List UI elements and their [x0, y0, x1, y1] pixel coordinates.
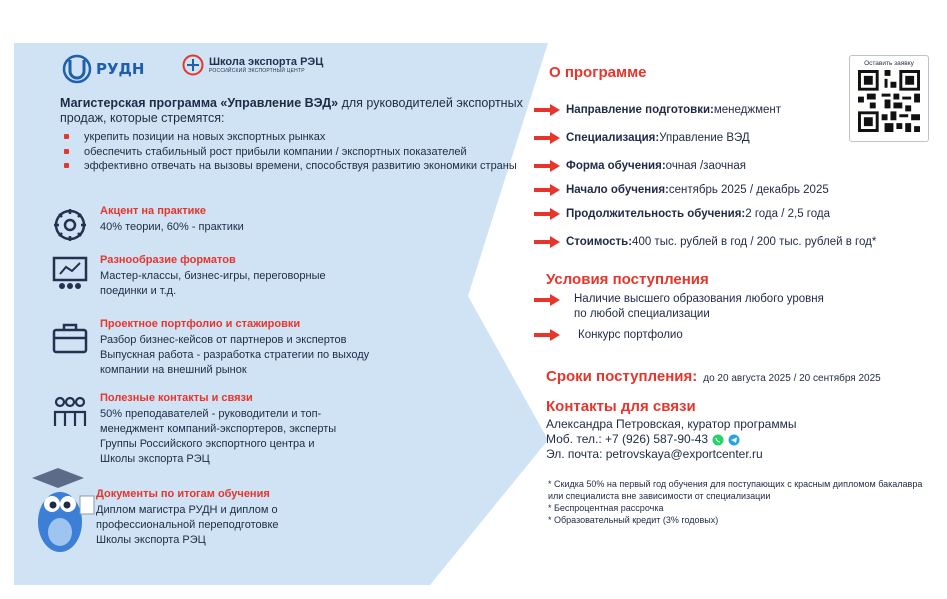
- arrow-right-icon: [534, 159, 560, 173]
- feature-line: компании на внешний рынок: [100, 364, 247, 376]
- intro-text: [60, 96, 530, 126]
- admission-item: [534, 292, 914, 322]
- qr-caption: Оставить заявку: [864, 60, 914, 67]
- about-value: Управление ВЭД: [659, 132, 750, 144]
- feature-title: Акцент на практике: [100, 205, 206, 217]
- school-logo-sub: РОССИЙСКИЙ ЭКСПОРТНЫЙ ЦЕНТР: [209, 68, 305, 74]
- feature-documents: [96, 488, 456, 548]
- arrow-right-icon: [534, 183, 560, 197]
- presentation-board-icon: [50, 254, 90, 294]
- deadlines: [546, 368, 881, 385]
- about-title: О программе: [549, 64, 647, 81]
- admission-title: Условия поступления: [546, 271, 709, 288]
- deadlines-value: до 20 августа 2025 / 20 сентября 2025: [703, 373, 881, 384]
- feature-line: Разбор бизнес-кейсов от партнеров и экспертов: [100, 334, 347, 346]
- feature-line: Диплом магистра РУДН и диплом о: [96, 504, 278, 516]
- whatsapp-icon[interactable]: [712, 434, 724, 446]
- about-row: [534, 202, 914, 226]
- feature-portfolio: [50, 318, 470, 378]
- admission-line: Конкурс портфолио: [578, 329, 683, 341]
- goal-item: эффективно отвечать на вызовы времени, способствуя развитию экономики страны: [62, 159, 532, 174]
- footnote: * Беспроцентная рассрочка: [548, 503, 664, 513]
- brain-gear-icon: [50, 205, 90, 245]
- admission-line: по любой специализации: [574, 308, 710, 320]
- feature-formats: [50, 254, 470, 299]
- briefcase-icon: [50, 318, 90, 358]
- feature-line: Мастер-классы, бизнес-игры, переговорные: [100, 270, 326, 282]
- contacts-block: [546, 417, 796, 462]
- school-logo-name: Школа экспорта РЭЦ: [209, 56, 324, 68]
- footnote: * Образовательный кредит (3% годовых): [548, 515, 719, 525]
- feature-line: Школы экспорта РЭЦ: [100, 453, 210, 465]
- school-logo: [182, 54, 323, 76]
- about-row: [534, 154, 914, 178]
- about-list: [534, 98, 914, 256]
- feature-line: Школы экспорта РЭЦ: [96, 534, 206, 546]
- about-row: [534, 178, 914, 202]
- feature-title: Проектное портфолио и стажировки: [100, 318, 301, 330]
- contact-person: Александра Петровская, куратор программы: [546, 417, 797, 431]
- feature-title: Документы по итогам обучения: [96, 488, 270, 500]
- footnotes: [548, 478, 928, 526]
- feature-line: менеджмент компаний-экспортеров, эксперты: [100, 423, 337, 435]
- feature-practice: [50, 205, 470, 245]
- program-subtitle: для руководителей экспортных продаж, которые стремятся:: [60, 96, 523, 125]
- arrow-right-icon: [534, 235, 560, 249]
- about-label: Продолжительность обучения:: [566, 208, 746, 220]
- deadlines-title: Сроки поступления:: [546, 368, 698, 385]
- admission-list: [534, 292, 914, 342]
- about-value: 400 тыс. рублей в год / 200 тыс. рублей в год*: [632, 236, 877, 248]
- about-row: [534, 125, 914, 151]
- about-value: сентябрь 2025 / декабрь 2025: [668, 184, 829, 196]
- rudn-logo-text: РУДН: [96, 60, 145, 78]
- goals-list: [62, 130, 532, 174]
- about-label: Направление подготовки:: [566, 104, 714, 116]
- arrow-right-icon: [534, 131, 560, 145]
- people-group-icon: [50, 392, 90, 432]
- contact-email[interactable]: Эл. почта: petrovskaya@exportcenter.ru: [546, 447, 763, 461]
- contact-phone[interactable]: Моб. тел.: +7 (926) 587-90-43: [546, 432, 709, 446]
- about-value: очная /заочная: [665, 160, 746, 172]
- arrow-right-icon: [534, 207, 560, 221]
- about-label: Форма обучения:: [566, 160, 666, 172]
- about-label: Стоимость:: [566, 236, 633, 248]
- rudn-logo: [62, 54, 144, 84]
- arrow-right-icon: [534, 328, 560, 342]
- rudn-logo-icon: [62, 54, 92, 84]
- contacts-title: Контакты для связи: [546, 398, 696, 415]
- feature-title: Полезные контакты и связи: [100, 392, 253, 404]
- about-value: 2 года / 2,5 года: [745, 208, 830, 220]
- telegram-icon[interactable]: [728, 434, 740, 446]
- about-label: Начало обучения:: [566, 184, 669, 196]
- about-row: [534, 228, 914, 256]
- arrow-right-icon: [534, 103, 560, 117]
- admission-line: Наличие высшего образования любого уровня: [574, 293, 824, 305]
- admission-item: [534, 328, 914, 342]
- about-value: менеджмент: [713, 104, 781, 116]
- feature-line: поединки и т.д.: [100, 285, 177, 297]
- about-label: Специализация:: [566, 132, 660, 144]
- owl-mascot-icon: [22, 462, 102, 562]
- about-row: [534, 98, 914, 122]
- goal-item: укрепить позиции на новых экспортных рынках: [62, 130, 532, 145]
- feature-title: Разнообразие форматов: [100, 254, 236, 266]
- feature-line: профессиональной переподготовке: [96, 519, 279, 531]
- arrow-right-icon: [534, 293, 560, 307]
- program-title: Магистерская программа «Управление ВЭД»: [60, 96, 339, 110]
- rec-logo-icon: [182, 54, 204, 76]
- footnote: * Скидка 50% на первый год обучения для поступающих с красным дипломом бакалавра или специалиста вне зависимости от специализации: [548, 479, 923, 501]
- feature-line: 50% преподавателей - руководители и топ-: [100, 408, 322, 420]
- feature-line: 40% теории, 60% - практики: [100, 221, 244, 233]
- goal-item: обеспечить стабильный рост прибыли компании / экспортных показателей: [62, 145, 532, 160]
- feature-line: Выпускная работа - разработка стратегии по выходу: [100, 349, 370, 361]
- feature-contacts: [50, 392, 470, 467]
- feature-line: Группы Российского экспортного центра и: [100, 438, 315, 450]
